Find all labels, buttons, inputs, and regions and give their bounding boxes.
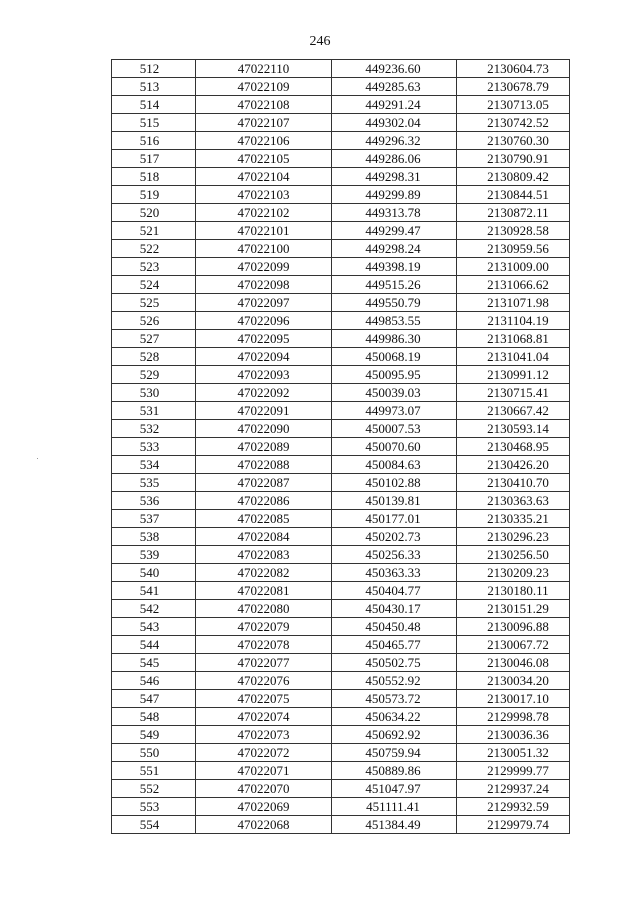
row-number-cell: 522 bbox=[112, 240, 196, 258]
row-number-cell: 525 bbox=[112, 294, 196, 312]
table-row bbox=[112, 780, 570, 798]
point-id-cell: 47022078 bbox=[196, 636, 332, 654]
x-coordinate-cell: 449298.24 bbox=[332, 240, 457, 258]
table-row bbox=[112, 96, 570, 114]
point-id-cell: 47022110 bbox=[196, 60, 332, 78]
y-coordinate-cell: 2130790.91 bbox=[457, 150, 570, 168]
x-coordinate-cell: 450039.03 bbox=[332, 384, 457, 402]
x-coordinate-cell: 450465.77 bbox=[332, 636, 457, 654]
x-coordinate-cell: 451047.97 bbox=[332, 780, 457, 798]
x-coordinate-cell: 450102.88 bbox=[332, 474, 457, 492]
x-coordinate-cell: 450573.72 bbox=[332, 690, 457, 708]
row-number-cell: 537 bbox=[112, 510, 196, 528]
x-coordinate-cell: 450070.60 bbox=[332, 438, 457, 456]
row-number-cell: 521 bbox=[112, 222, 196, 240]
point-id-cell: 47022071 bbox=[196, 762, 332, 780]
row-number-cell: 512 bbox=[112, 60, 196, 78]
table-row bbox=[112, 474, 570, 492]
x-coordinate-cell: 450177.01 bbox=[332, 510, 457, 528]
y-coordinate-cell: 2129999.77 bbox=[457, 762, 570, 780]
row-number-cell: 535 bbox=[112, 474, 196, 492]
x-coordinate-cell: 450889.86 bbox=[332, 762, 457, 780]
point-id-cell: 47022084 bbox=[196, 528, 332, 546]
x-coordinate-cell: 449302.04 bbox=[332, 114, 457, 132]
x-coordinate-cell: 450634.22 bbox=[332, 708, 457, 726]
point-id-cell: 47022095 bbox=[196, 330, 332, 348]
y-coordinate-cell: 2129932.59 bbox=[457, 798, 570, 816]
y-coordinate-cell: 2130468.95 bbox=[457, 438, 570, 456]
row-number-cell: 530 bbox=[112, 384, 196, 402]
table-row bbox=[112, 600, 570, 618]
table-row bbox=[112, 618, 570, 636]
table-row bbox=[112, 744, 570, 762]
table-row bbox=[112, 402, 570, 420]
row-number-cell: 513 bbox=[112, 78, 196, 96]
x-coordinate-cell: 449299.47 bbox=[332, 222, 457, 240]
point-id-cell: 47022101 bbox=[196, 222, 332, 240]
row-number-cell: 548 bbox=[112, 708, 196, 726]
row-number-cell: 542 bbox=[112, 600, 196, 618]
y-coordinate-cell: 2130715.41 bbox=[457, 384, 570, 402]
row-number-cell: 547 bbox=[112, 690, 196, 708]
row-number-cell: 549 bbox=[112, 726, 196, 744]
y-coordinate-cell: 2130335.21 bbox=[457, 510, 570, 528]
row-number-cell: 551 bbox=[112, 762, 196, 780]
point-id-cell: 47022070 bbox=[196, 780, 332, 798]
row-number-cell: 550 bbox=[112, 744, 196, 762]
point-id-cell: 47022068 bbox=[196, 816, 332, 834]
page-number: 246 bbox=[309, 34, 331, 49]
point-id-cell: 47022092 bbox=[196, 384, 332, 402]
y-coordinate-cell: 2130046.08 bbox=[457, 654, 570, 672]
row-number-cell: 534 bbox=[112, 456, 196, 474]
row-number-cell: 524 bbox=[112, 276, 196, 294]
x-coordinate-cell: 449973.07 bbox=[332, 402, 457, 420]
row-number-cell: 553 bbox=[112, 798, 196, 816]
y-coordinate-cell: 2130096.88 bbox=[457, 618, 570, 636]
y-coordinate-cell: 2130036.36 bbox=[457, 726, 570, 744]
row-number-cell: 529 bbox=[112, 366, 196, 384]
table-row bbox=[112, 456, 570, 474]
row-number-cell: 552 bbox=[112, 780, 196, 798]
table-body bbox=[112, 60, 570, 834]
table-row bbox=[112, 438, 570, 456]
y-coordinate-cell: 2131071.98 bbox=[457, 294, 570, 312]
table-row bbox=[112, 708, 570, 726]
y-coordinate-cell: 2130928.58 bbox=[457, 222, 570, 240]
point-id-cell: 47022097 bbox=[196, 294, 332, 312]
row-number-cell: 539 bbox=[112, 546, 196, 564]
y-coordinate-cell: 2130180.11 bbox=[457, 582, 570, 600]
row-number-cell: 544 bbox=[112, 636, 196, 654]
point-id-cell: 47022105 bbox=[196, 150, 332, 168]
y-coordinate-cell: 2130760.30 bbox=[457, 132, 570, 150]
row-number-cell: 519 bbox=[112, 186, 196, 204]
y-coordinate-cell: 2130713.05 bbox=[457, 96, 570, 114]
y-coordinate-cell: 2130034.20 bbox=[457, 672, 570, 690]
x-coordinate-cell: 450256.33 bbox=[332, 546, 457, 564]
row-number-cell: 528 bbox=[112, 348, 196, 366]
coordinates-table bbox=[111, 59, 570, 834]
table-row bbox=[112, 762, 570, 780]
y-coordinate-cell: 2130426.20 bbox=[457, 456, 570, 474]
table-row bbox=[112, 114, 570, 132]
x-coordinate-cell: 450430.17 bbox=[332, 600, 457, 618]
point-id-cell: 47022087 bbox=[196, 474, 332, 492]
point-id-cell: 47022086 bbox=[196, 492, 332, 510]
row-number-cell: 523 bbox=[112, 258, 196, 276]
point-id-cell: 47022093 bbox=[196, 366, 332, 384]
table-row bbox=[112, 636, 570, 654]
y-coordinate-cell: 2129937.24 bbox=[457, 780, 570, 798]
y-coordinate-cell: 2130051.32 bbox=[457, 744, 570, 762]
y-coordinate-cell: 2130410.70 bbox=[457, 474, 570, 492]
table-row bbox=[112, 798, 570, 816]
y-coordinate-cell: 2130363.63 bbox=[457, 492, 570, 510]
table-row bbox=[112, 582, 570, 600]
x-coordinate-cell: 450450.48 bbox=[332, 618, 457, 636]
point-id-cell: 47022077 bbox=[196, 654, 332, 672]
row-number-cell: 520 bbox=[112, 204, 196, 222]
x-coordinate-cell: 449313.78 bbox=[332, 204, 457, 222]
table-row bbox=[112, 384, 570, 402]
row-number-cell: 526 bbox=[112, 312, 196, 330]
table-row bbox=[112, 294, 570, 312]
point-id-cell: 47022073 bbox=[196, 726, 332, 744]
point-id-cell: 47022108 bbox=[196, 96, 332, 114]
x-coordinate-cell: 449986.30 bbox=[332, 330, 457, 348]
row-number-cell: 541 bbox=[112, 582, 196, 600]
table-row bbox=[112, 186, 570, 204]
x-coordinate-cell: 450552.92 bbox=[332, 672, 457, 690]
x-coordinate-cell: 450759.94 bbox=[332, 744, 457, 762]
y-coordinate-cell: 2129979.74 bbox=[457, 816, 570, 834]
y-coordinate-cell: 2130991.12 bbox=[457, 366, 570, 384]
row-number-cell: 546 bbox=[112, 672, 196, 690]
x-coordinate-cell: 449853.55 bbox=[332, 312, 457, 330]
x-coordinate-cell: 450363.33 bbox=[332, 564, 457, 582]
x-coordinate-cell: 451111.41 bbox=[332, 798, 457, 816]
y-coordinate-cell: 2130256.50 bbox=[457, 546, 570, 564]
point-id-cell: 47022075 bbox=[196, 690, 332, 708]
table-row bbox=[112, 654, 570, 672]
y-coordinate-cell: 2131066.62 bbox=[457, 276, 570, 294]
table-row bbox=[112, 348, 570, 366]
point-id-cell: 47022102 bbox=[196, 204, 332, 222]
x-coordinate-cell: 449286.06 bbox=[332, 150, 457, 168]
point-id-cell: 47022079 bbox=[196, 618, 332, 636]
x-coordinate-cell: 449299.89 bbox=[332, 186, 457, 204]
point-id-cell: 47022107 bbox=[196, 114, 332, 132]
table-row bbox=[112, 546, 570, 564]
y-coordinate-cell: 2129998.78 bbox=[457, 708, 570, 726]
point-id-cell: 47022080 bbox=[196, 600, 332, 618]
table-row bbox=[112, 240, 570, 258]
x-coordinate-cell: 449285.63 bbox=[332, 78, 457, 96]
point-id-cell: 47022082 bbox=[196, 564, 332, 582]
y-coordinate-cell: 2130604.73 bbox=[457, 60, 570, 78]
x-coordinate-cell: 449291.24 bbox=[332, 96, 457, 114]
point-id-cell: 47022094 bbox=[196, 348, 332, 366]
table-row bbox=[112, 816, 570, 834]
row-number-cell: 536 bbox=[112, 492, 196, 510]
point-id-cell: 47022100 bbox=[196, 240, 332, 258]
y-coordinate-cell: 2131041.04 bbox=[457, 348, 570, 366]
row-number-cell: 533 bbox=[112, 438, 196, 456]
row-number-cell: 527 bbox=[112, 330, 196, 348]
x-coordinate-cell: 449515.26 bbox=[332, 276, 457, 294]
table-row bbox=[112, 690, 570, 708]
table-row bbox=[112, 420, 570, 438]
table-row bbox=[112, 492, 570, 510]
table-row bbox=[112, 78, 570, 96]
point-id-cell: 47022109 bbox=[196, 78, 332, 96]
x-coordinate-cell: 450502.75 bbox=[332, 654, 457, 672]
point-id-cell: 47022069 bbox=[196, 798, 332, 816]
y-coordinate-cell: 2130151.29 bbox=[457, 600, 570, 618]
x-coordinate-cell: 450692.92 bbox=[332, 726, 457, 744]
y-coordinate-cell: 2130667.42 bbox=[457, 402, 570, 420]
point-id-cell: 47022099 bbox=[196, 258, 332, 276]
point-id-cell: 47022083 bbox=[196, 546, 332, 564]
margin-mark bbox=[37, 458, 38, 459]
table-row bbox=[112, 222, 570, 240]
x-coordinate-cell: 450068.19 bbox=[332, 348, 457, 366]
point-id-cell: 47022085 bbox=[196, 510, 332, 528]
row-number-cell: 518 bbox=[112, 168, 196, 186]
point-id-cell: 47022103 bbox=[196, 186, 332, 204]
table-row bbox=[112, 510, 570, 528]
x-coordinate-cell: 449550.79 bbox=[332, 294, 457, 312]
table-row bbox=[112, 60, 570, 78]
x-coordinate-cell: 450084.63 bbox=[332, 456, 457, 474]
table-row bbox=[112, 330, 570, 348]
table-row bbox=[112, 312, 570, 330]
point-id-cell: 47022091 bbox=[196, 402, 332, 420]
y-coordinate-cell: 2130209.23 bbox=[457, 564, 570, 582]
x-coordinate-cell: 450202.73 bbox=[332, 528, 457, 546]
row-number-cell: 545 bbox=[112, 654, 196, 672]
table-row bbox=[112, 726, 570, 744]
table-row bbox=[112, 150, 570, 168]
y-coordinate-cell: 2131068.81 bbox=[457, 330, 570, 348]
y-coordinate-cell: 2130844.51 bbox=[457, 186, 570, 204]
point-id-cell: 47022081 bbox=[196, 582, 332, 600]
table-row bbox=[112, 132, 570, 150]
table-row bbox=[112, 204, 570, 222]
y-coordinate-cell: 2130872.11 bbox=[457, 204, 570, 222]
x-coordinate-cell: 449296.32 bbox=[332, 132, 457, 150]
x-coordinate-cell: 449398.19 bbox=[332, 258, 457, 276]
row-number-cell: 538 bbox=[112, 528, 196, 546]
x-coordinate-cell: 451384.49 bbox=[332, 816, 457, 834]
point-id-cell: 47022076 bbox=[196, 672, 332, 690]
point-id-cell: 47022088 bbox=[196, 456, 332, 474]
row-number-cell: 554 bbox=[112, 816, 196, 834]
table-row bbox=[112, 258, 570, 276]
y-coordinate-cell: 2130017.10 bbox=[457, 690, 570, 708]
y-coordinate-cell: 2130678.79 bbox=[457, 78, 570, 96]
y-coordinate-cell: 2130593.14 bbox=[457, 420, 570, 438]
y-coordinate-cell: 2130809.42 bbox=[457, 168, 570, 186]
point-id-cell: 47022104 bbox=[196, 168, 332, 186]
y-coordinate-cell: 2130959.56 bbox=[457, 240, 570, 258]
y-coordinate-cell: 2130296.23 bbox=[457, 528, 570, 546]
point-id-cell: 47022098 bbox=[196, 276, 332, 294]
point-id-cell: 47022074 bbox=[196, 708, 332, 726]
point-id-cell: 47022089 bbox=[196, 438, 332, 456]
point-id-cell: 47022106 bbox=[196, 132, 332, 150]
table-row bbox=[112, 564, 570, 582]
row-number-cell: 516 bbox=[112, 132, 196, 150]
row-number-cell: 517 bbox=[112, 150, 196, 168]
x-coordinate-cell: 450007.53 bbox=[332, 420, 457, 438]
x-coordinate-cell: 449298.31 bbox=[332, 168, 457, 186]
y-coordinate-cell: 2131104.19 bbox=[457, 312, 570, 330]
point-id-cell: 47022096 bbox=[196, 312, 332, 330]
row-number-cell: 532 bbox=[112, 420, 196, 438]
x-coordinate-cell: 450139.81 bbox=[332, 492, 457, 510]
row-number-cell: 514 bbox=[112, 96, 196, 114]
table-row bbox=[112, 276, 570, 294]
row-number-cell: 515 bbox=[112, 114, 196, 132]
row-number-cell: 543 bbox=[112, 618, 196, 636]
point-id-cell: 47022090 bbox=[196, 420, 332, 438]
x-coordinate-cell: 449236.60 bbox=[332, 60, 457, 78]
x-coordinate-cell: 450404.77 bbox=[332, 582, 457, 600]
y-coordinate-cell: 2131009.00 bbox=[457, 258, 570, 276]
table-row bbox=[112, 672, 570, 690]
table-row bbox=[112, 168, 570, 186]
y-coordinate-cell: 2130067.72 bbox=[457, 636, 570, 654]
table-row bbox=[112, 528, 570, 546]
point-id-cell: 47022072 bbox=[196, 744, 332, 762]
row-number-cell: 531 bbox=[112, 402, 196, 420]
x-coordinate-cell: 450095.95 bbox=[332, 366, 457, 384]
table-row bbox=[112, 366, 570, 384]
y-coordinate-cell: 2130742.52 bbox=[457, 114, 570, 132]
row-number-cell: 540 bbox=[112, 564, 196, 582]
